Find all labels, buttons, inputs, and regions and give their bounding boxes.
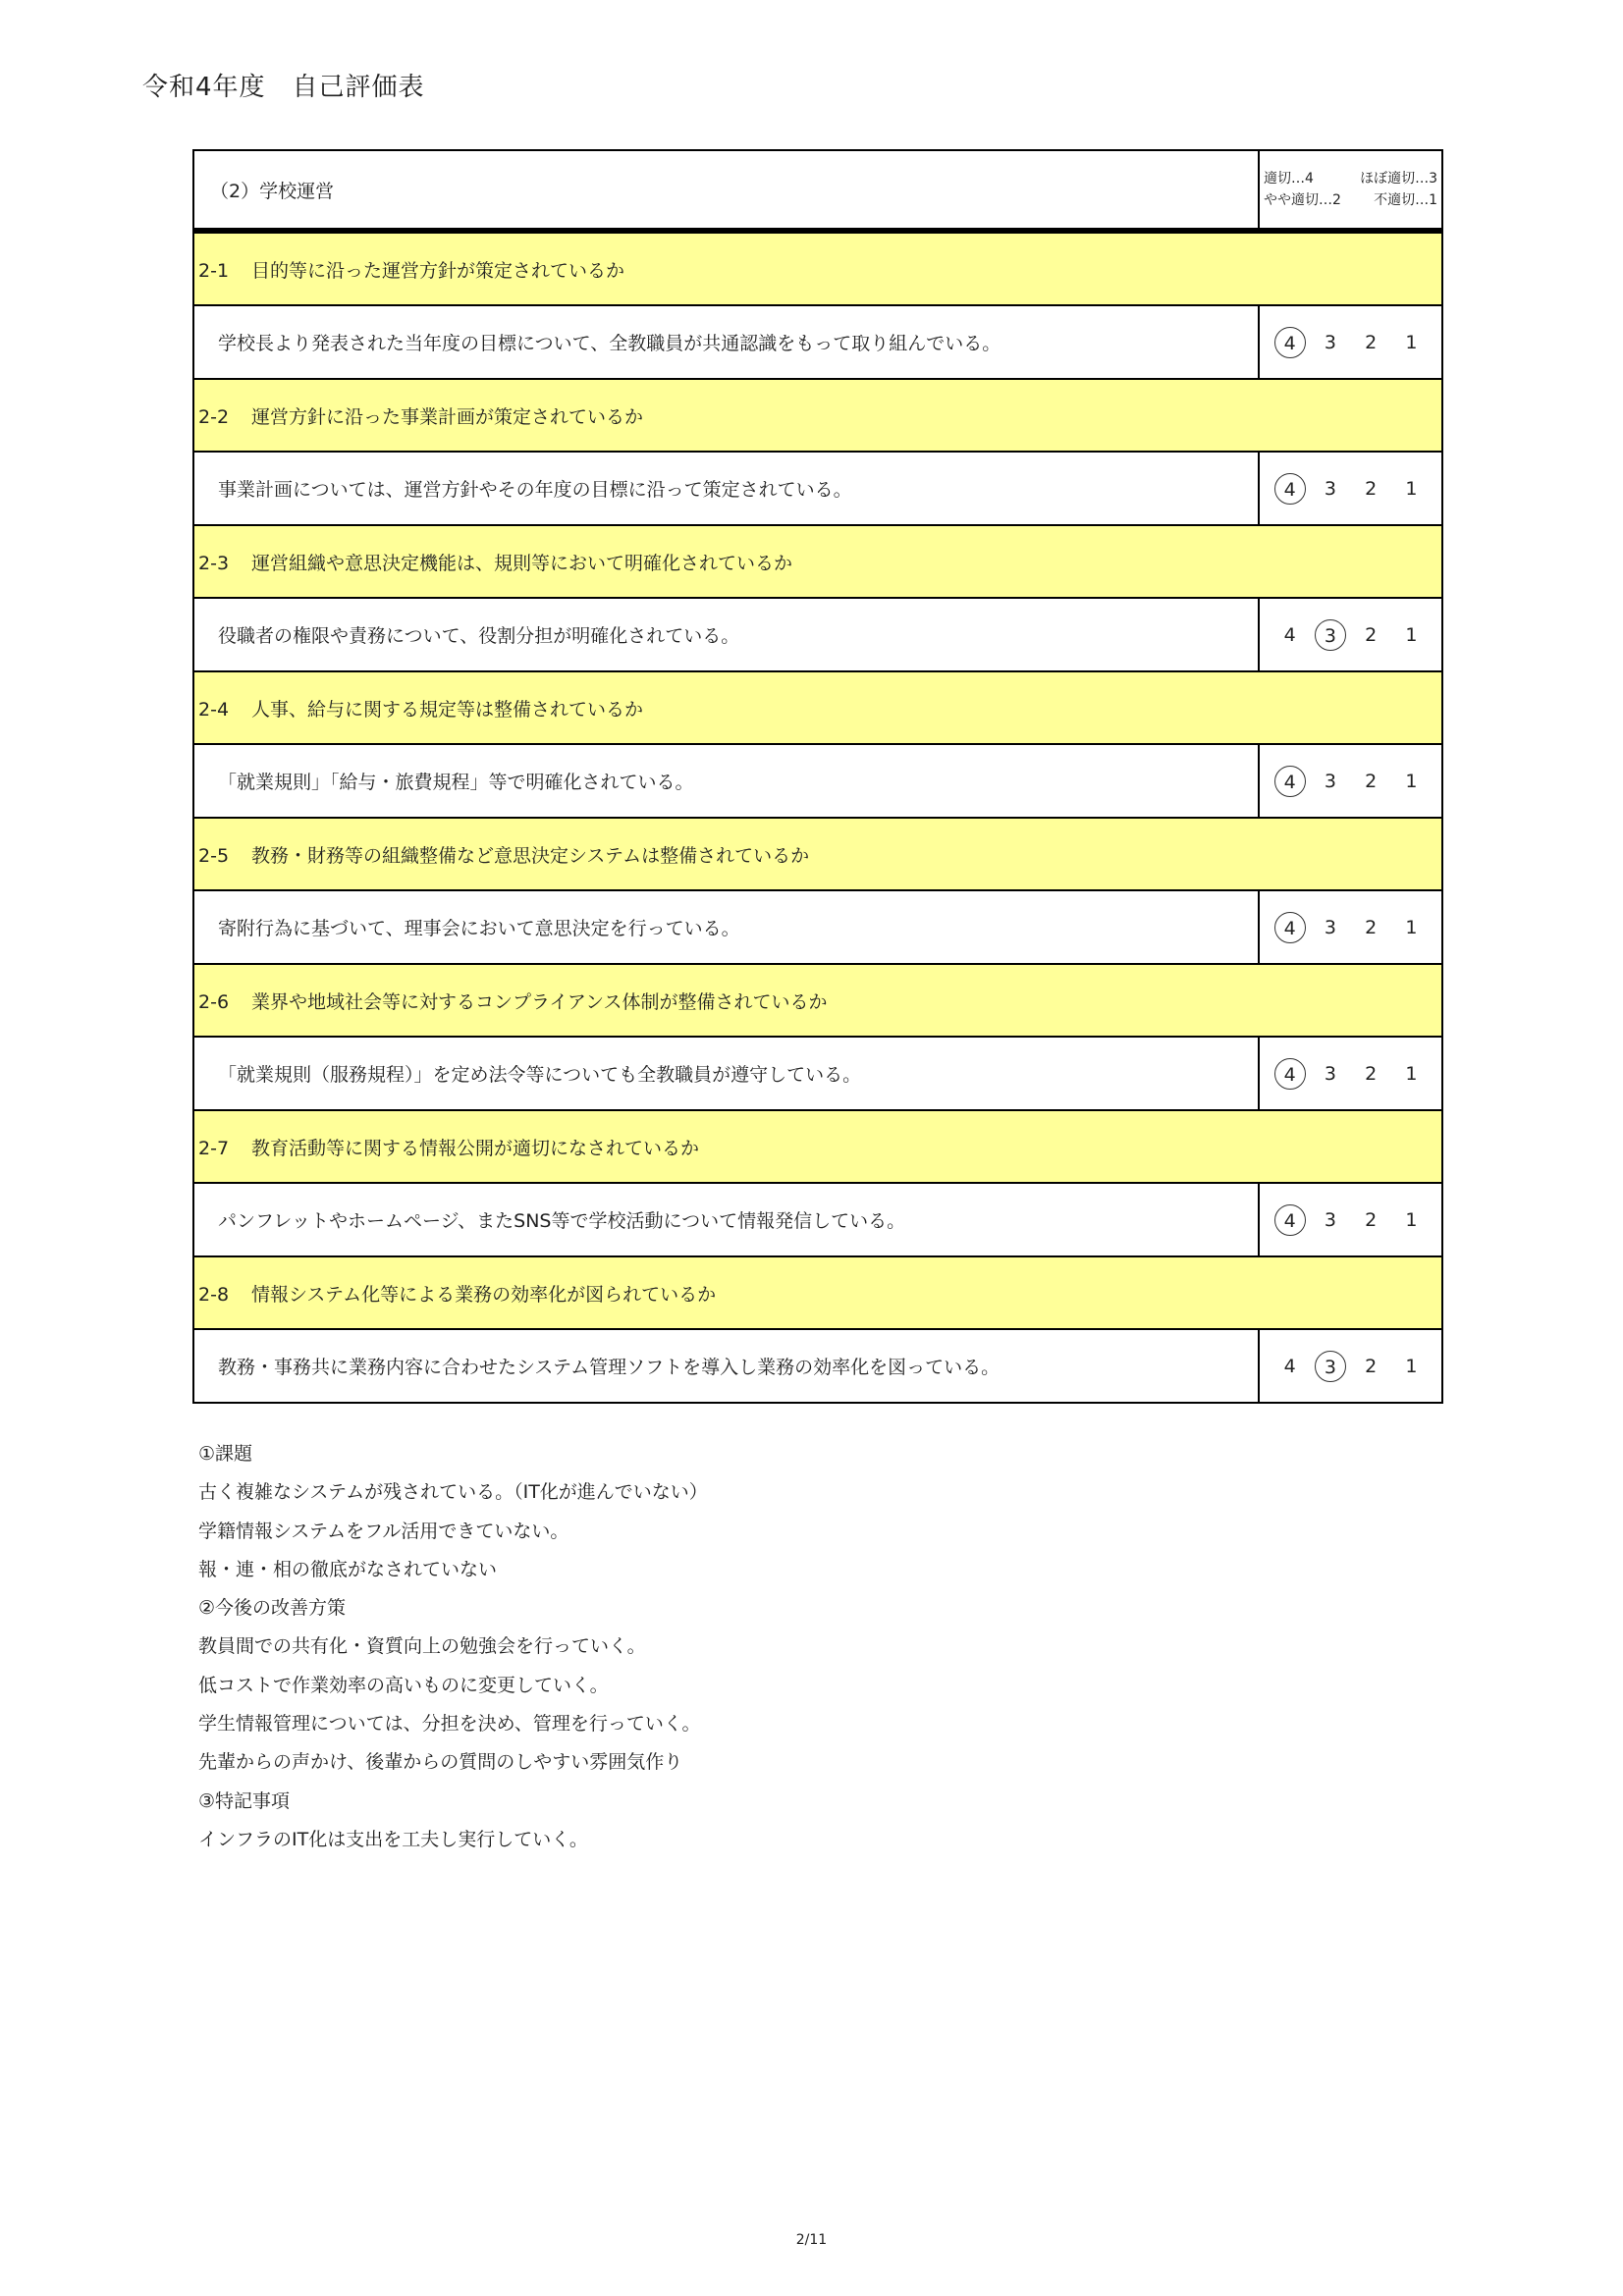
- answer-row: [193, 1183, 1442, 1256]
- score-cell: [1259, 1329, 1442, 1403]
- score-option-2: 2: [1365, 1208, 1378, 1231]
- criterion-code: 2-1: [198, 259, 230, 282]
- score-cell: [1259, 1183, 1442, 1256]
- criterion-row: [193, 964, 1442, 1037]
- answer-text: 教務・事務共に業務内容に合わせたシステム管理ソフトを導入し業務の効率化を図っている。: [193, 1329, 1259, 1403]
- score-cell: [1259, 598, 1442, 671]
- answer-text: 「就業規則」「給与・旅費規程」等で明確化されている。: [193, 744, 1259, 818]
- score-option-1: 1: [1405, 770, 1418, 792]
- notes-line: インフラのIT化は支出を工夫し実行していく。: [198, 1828, 588, 1850]
- score-cell: [1259, 890, 1442, 964]
- criterion-cell: [193, 964, 1442, 1037]
- criterion-code: 2-2: [198, 405, 230, 428]
- legend-appropriate: 適切…4: [1264, 171, 1314, 187]
- criterion-question: 目的等に沿った運営方針が策定されているか: [251, 259, 625, 282]
- score-option-4: 4: [1274, 1204, 1306, 1236]
- answer-row: [193, 598, 1442, 671]
- score-option-2: 2: [1365, 1355, 1378, 1377]
- criterion-row: [193, 1110, 1442, 1183]
- answer-text: 寄附行為に基づいて、理事会において意思決定を行っている。: [193, 890, 1259, 964]
- score-option-3: 3: [1324, 916, 1336, 938]
- score-option-1: 1: [1405, 916, 1418, 938]
- criterion-row: [193, 525, 1442, 598]
- criterion-question: 教務・財務等の組織整備など意思決定システムは整備されているか: [251, 844, 810, 867]
- score-option-4: 4: [1283, 1355, 1296, 1377]
- criterion-code: 2-5: [198, 844, 230, 867]
- score-option-2: 2: [1365, 770, 1378, 792]
- score-option-3: 3: [1324, 1062, 1336, 1085]
- score-option-3: 3: [1315, 1351, 1346, 1382]
- answer-text: 学校長より発表された当年度の目標について、全教職員が共通認識をもって取り組んでいる。: [193, 305, 1259, 379]
- criterion-row: [193, 231, 1442, 305]
- score-option-3: 3: [1324, 1208, 1336, 1231]
- criterion-cell: [193, 1110, 1442, 1183]
- notes-line: 学生情報管理については、分担を決め、管理を行っていく。: [198, 1713, 701, 1735]
- notes-line: 低コストで作業効率の高いものに変更していく。: [198, 1674, 609, 1696]
- score-option-4: 4: [1274, 766, 1306, 797]
- criterion-code: 2-4: [198, 698, 230, 721]
- criterion-cell: [193, 1256, 1442, 1329]
- score-option-1: 1: [1405, 1355, 1418, 1377]
- notes-line: 教員間での共有化・資質向上の勉強会を行っていく。: [198, 1635, 646, 1658]
- score-option-1: 1: [1405, 1062, 1418, 1085]
- criterion-question: 運営組織や意思決定機能は、規則等において明確化されているか: [251, 552, 793, 574]
- score-option-2: 2: [1365, 477, 1378, 500]
- criterion-question: 運営方針に沿った事業計画が策定されているか: [251, 405, 644, 428]
- score-option-1: 1: [1405, 623, 1418, 646]
- score-option-3: 3: [1324, 331, 1336, 353]
- criterion-cell: [193, 525, 1442, 598]
- answer-text: 事業計画については、運営方針やその年度の目標に沿って策定されている。: [193, 452, 1259, 525]
- legend-somewhat-appropriate: やや適切…2: [1264, 192, 1341, 208]
- evaluation-table: [192, 149, 1443, 1404]
- notes-line: 古く複雑なシステムが残されている。（IT化が進んでいない）: [198, 1481, 708, 1504]
- score-option-4: 4: [1283, 623, 1296, 646]
- answer-text: 「就業規則（服務規程）」を定め法令等についても全教職員が遵守している。: [193, 1037, 1259, 1110]
- answer-row: [193, 452, 1442, 525]
- criterion-question: 人事、給与に関する規定等は整備されているか: [251, 698, 644, 721]
- score-cell: [1259, 305, 1442, 379]
- answer-row: [193, 744, 1442, 818]
- criterion-code: 2-6: [198, 990, 230, 1013]
- criterion-row: [193, 1256, 1442, 1329]
- criterion-cell: [193, 818, 1442, 890]
- page-number: 2/11: [795, 2232, 828, 2248]
- criterion-code: 2-8: [198, 1283, 230, 1306]
- criterion-row: [193, 379, 1442, 452]
- section-title: （2）学校運営: [193, 150, 1259, 231]
- section-header-row: [193, 150, 1442, 231]
- score-option-1: 1: [1405, 1208, 1418, 1231]
- score-option-3: 3: [1315, 619, 1346, 651]
- answer-row: [193, 1329, 1442, 1403]
- criterion-code: 2-3: [198, 552, 230, 574]
- score-option-3: 3: [1324, 477, 1336, 500]
- criterion-cell: [193, 231, 1442, 305]
- score-option-2: 2: [1365, 916, 1378, 938]
- score-option-4: 4: [1274, 912, 1306, 943]
- answer-row: [193, 305, 1442, 379]
- answer-text: 役職者の権限や責務について、役割分担が明確化されている。: [193, 598, 1259, 671]
- criterion-question: 業界や地域社会等に対するコンプライアンス体制が整備されているか: [251, 990, 828, 1013]
- legend-mostly-appropriate: ほぼ適切…3: [1360, 171, 1437, 187]
- notes-heading: ①課題: [198, 1443, 253, 1465]
- criterion-cell: [193, 379, 1442, 452]
- score-option-2: 2: [1365, 623, 1378, 646]
- notes-heading: ②今後の改善方策: [198, 1597, 347, 1620]
- criterion-row: [193, 818, 1442, 890]
- score-option-4: 4: [1274, 473, 1306, 505]
- notes-section: [198, 1435, 708, 1859]
- notes-line: 先輩からの声かけ、後輩からの質問のしやすい雰囲気作り: [198, 1751, 683, 1774]
- score-option-2: 2: [1365, 1062, 1378, 1085]
- criterion-question: 情報システム化等による業務の効率化が図られているか: [251, 1283, 717, 1306]
- score-option-1: 1: [1405, 477, 1418, 500]
- score-option-4: 4: [1274, 327, 1306, 358]
- answer-row: [193, 1037, 1442, 1110]
- criterion-code: 2-7: [198, 1137, 230, 1159]
- answer-row: [193, 890, 1442, 964]
- score-option-3: 3: [1324, 770, 1336, 792]
- criterion-row: [193, 671, 1442, 744]
- criterion-cell: [193, 671, 1442, 744]
- score-option-1: 1: [1405, 331, 1418, 353]
- score-cell: [1259, 1037, 1442, 1110]
- notes-line: 報・連・相の徹底がなされていない: [198, 1558, 498, 1580]
- score-option-4: 4: [1274, 1058, 1306, 1090]
- score-option-2: 2: [1365, 331, 1378, 353]
- answer-text: パンフレットやホームページ、またSNS等で学校活動について情報発信している。: [193, 1183, 1259, 1256]
- notes-heading: ③特記事項: [198, 1789, 291, 1812]
- page-title: 令和4年度 自己評価表: [142, 73, 425, 102]
- score-cell: [1259, 452, 1442, 525]
- legend-inappropriate: 不適切…1: [1374, 192, 1437, 208]
- score-legend: [1259, 150, 1442, 231]
- criterion-question: 教育活動等に関する情報公開が適切になされているか: [251, 1137, 700, 1159]
- score-cell: [1259, 744, 1442, 818]
- notes-line: 学籍情報システムをフル活用できていない。: [198, 1520, 569, 1542]
